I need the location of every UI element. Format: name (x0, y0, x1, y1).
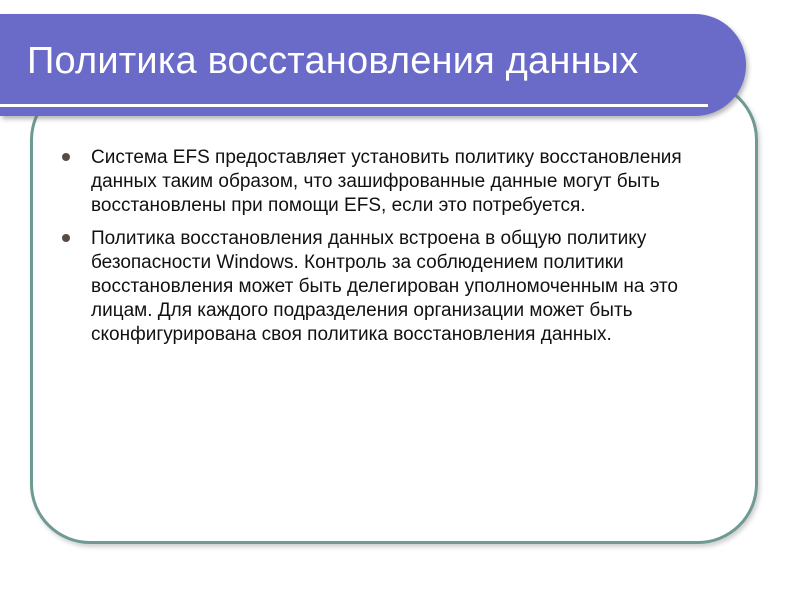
bullet-item (62, 146, 722, 218)
title-underline (0, 104, 708, 107)
bullet-item (62, 227, 722, 347)
bullet-text: Система EFS предоставляет установить политику восстановления данных таким образом, что зашифрованные данные могут быть восстановлены при помощи EFS, если это потребуется. (91, 147, 682, 216)
bullet-dot-icon (62, 153, 70, 161)
bullet-text: Политика восстановления данных встроена в общую политику безопасности Windows. Контроль за соблюдением политики восстановления может быть делегирован уполномоченным на это лицам. Для каждого подразделения организации может быть сконфигурирована своя политика восстановления данных. (91, 228, 678, 345)
bullet-dot-icon (62, 234, 70, 242)
slide-title: Политика восстановления данных (27, 40, 639, 82)
bullet-list (62, 146, 722, 356)
